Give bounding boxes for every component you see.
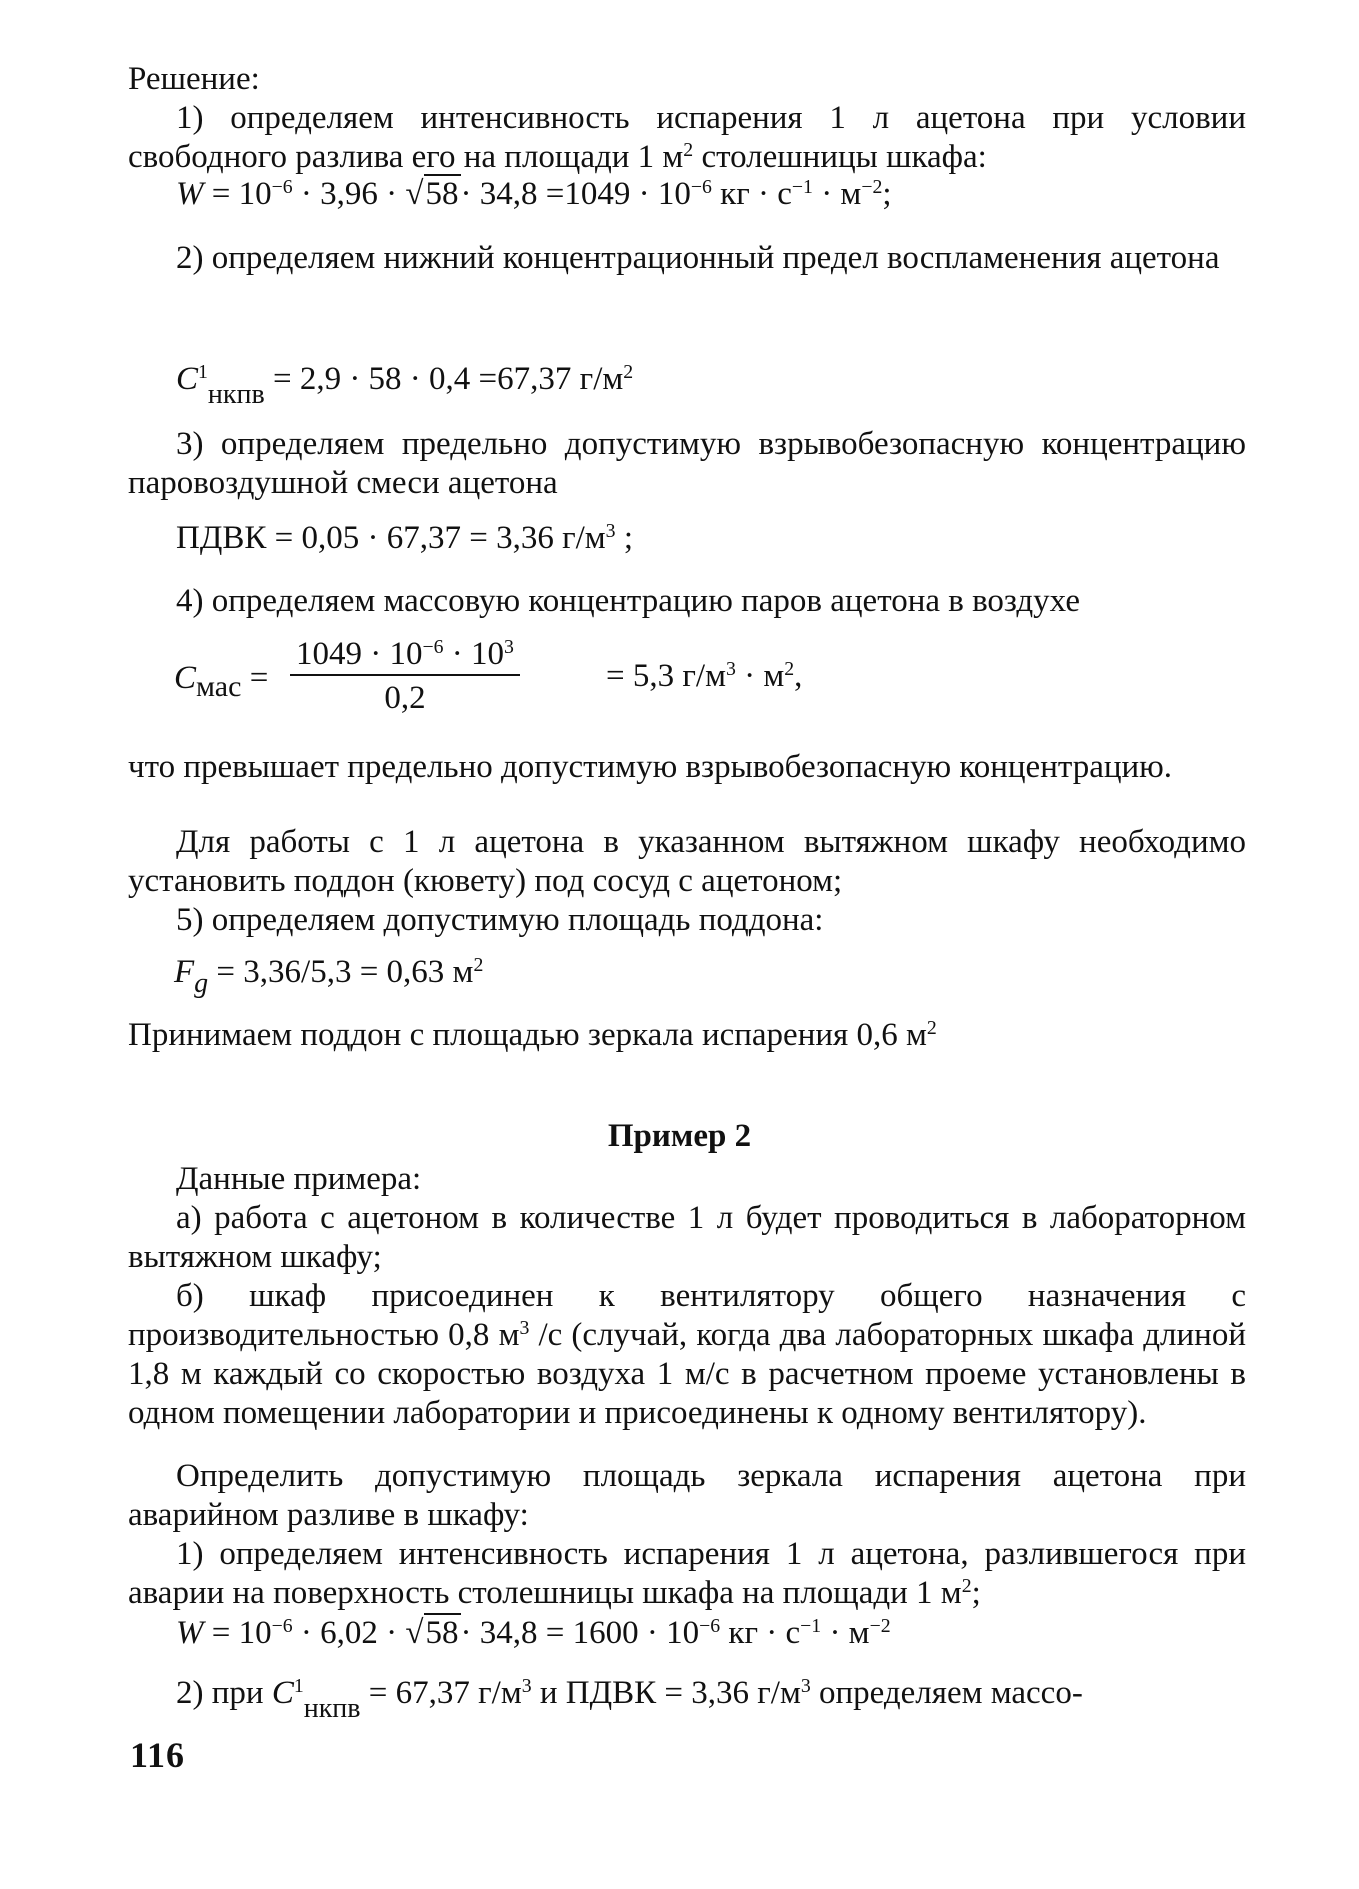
step-3-paragraph: 3) определяем предельно допустимую взрывобезопасную концентрацию паровоздушной смеси ацетона	[128, 426, 1246, 501]
example-data-label: Данные примера:	[176, 1161, 422, 1197]
sqrt-radicand: 58	[425, 176, 459, 212]
step-4-paragraph: 4) определяем массовую концентрацию паров ацетона в воздухе	[176, 583, 1080, 619]
step-2-paragraph: 2) определяем нижний концентрационный предел воспламенения ацетона	[176, 240, 1220, 276]
fraction-denominator: 0,2	[384, 680, 426, 716]
exceeds-paragraph: что превышает предельно допустимую взрывобезопасную концентрацию.	[128, 749, 1173, 785]
formula-evaporation-rate: $W = 10^{-6} \cdot 3,96 \cdot √58\cdot 34,8 =1049 \cdot 10^{-6}$ кг · $с^{-1} \cdot м^{-2}$;	[176, 176, 892, 212]
sqrt-radicand: 58	[425, 1615, 459, 1651]
tray-paragraph: Для работы с 1 л ацетона в указанном вытяжном шкафу необходимо установить поддон (кювету) под сосуд с ацетоном;	[128, 824, 1246, 899]
determine-paragraph: Определить допустимую площадь зеркала испарения ацетона при аварийном разливе в шкафу:	[128, 1458, 1246, 1533]
formula-emergency-evaporation: $W = 10^{-6} \cdot 6,02 \cdot √58\cdot 34,8 = 1600 \cdot 10^{-6}$ кг · $с^{-1} \cdot м^{-2}$	[176, 1615, 891, 1651]
example-2-heading: Пример 2	[607, 1118, 752, 1154]
solution-label: Решение:	[128, 61, 260, 97]
accept-paragraph: Принимаем поддон с площадью зеркала испарения 0,6 $м^2$	[128, 1017, 937, 1053]
item-b-paragraph: б) шкаф присоединен к вентилятору общего назначения с производительностью 0,8 $м^3$ /с (случай, когда два лабораторных шкафа длиной 1,8 м каждый со скоростью воздуха 1 м/с в расчетном проеме установлены в одном помещении лаборатории и присоединены к одному вентилятору).	[128, 1278, 1246, 1431]
step-1b-paragraph: 1) определяем интенсивность испарения 1 л ацетона, разлившегося при аварии на поверхность столешницы шкафа на площади 1 $м^2$;	[128, 1536, 1246, 1611]
item-a-paragraph: а) работа с ацетоном в количестве 1 л будет проводиться в лабораторном вытяжном шкафу;	[128, 1200, 1246, 1275]
step-1-paragraph: 1) определяем интенсивность испарения 1 л ацетона при условии свободного разлива его на площади 1 $м^2$ столешницы шкафа:	[128, 100, 1246, 175]
page-number: 116	[130, 1735, 186, 1775]
step-5-paragraph: 5) определяем допустимую площадь поддона:	[176, 902, 824, 938]
fraction-numerator: $1049 \cdot 10^{-6} \cdot 10^3$	[296, 636, 514, 672]
formula-tray-area: $F_g = 3,36/5,3 = 0,63$ $м^2$	[174, 954, 484, 999]
mass-conc-fraction	[290, 634, 520, 720]
formula-pdvk: ПДВК = 0,05 · 67,37 = 3,36 $г/м^3$ ;	[176, 520, 633, 556]
formula-lower-limit: $C^1_{нкпв} = 2,9 \cdot 58 \cdot 0,4 =67,37$ $г/м^2$	[176, 361, 634, 410]
step-2b-paragraph: 2) при $C^1_{нкпв} = 67,37$ $г/м^3$ и ПДВК = 3,36 $г/м^3$ определяем массо-	[176, 1675, 1083, 1724]
formula-mass-conc-lhs: Cмас =	[174, 660, 269, 703]
formula-mass-conc-result: = 5,3 $г/м^3 \cdot м^2$,	[606, 658, 803, 694]
